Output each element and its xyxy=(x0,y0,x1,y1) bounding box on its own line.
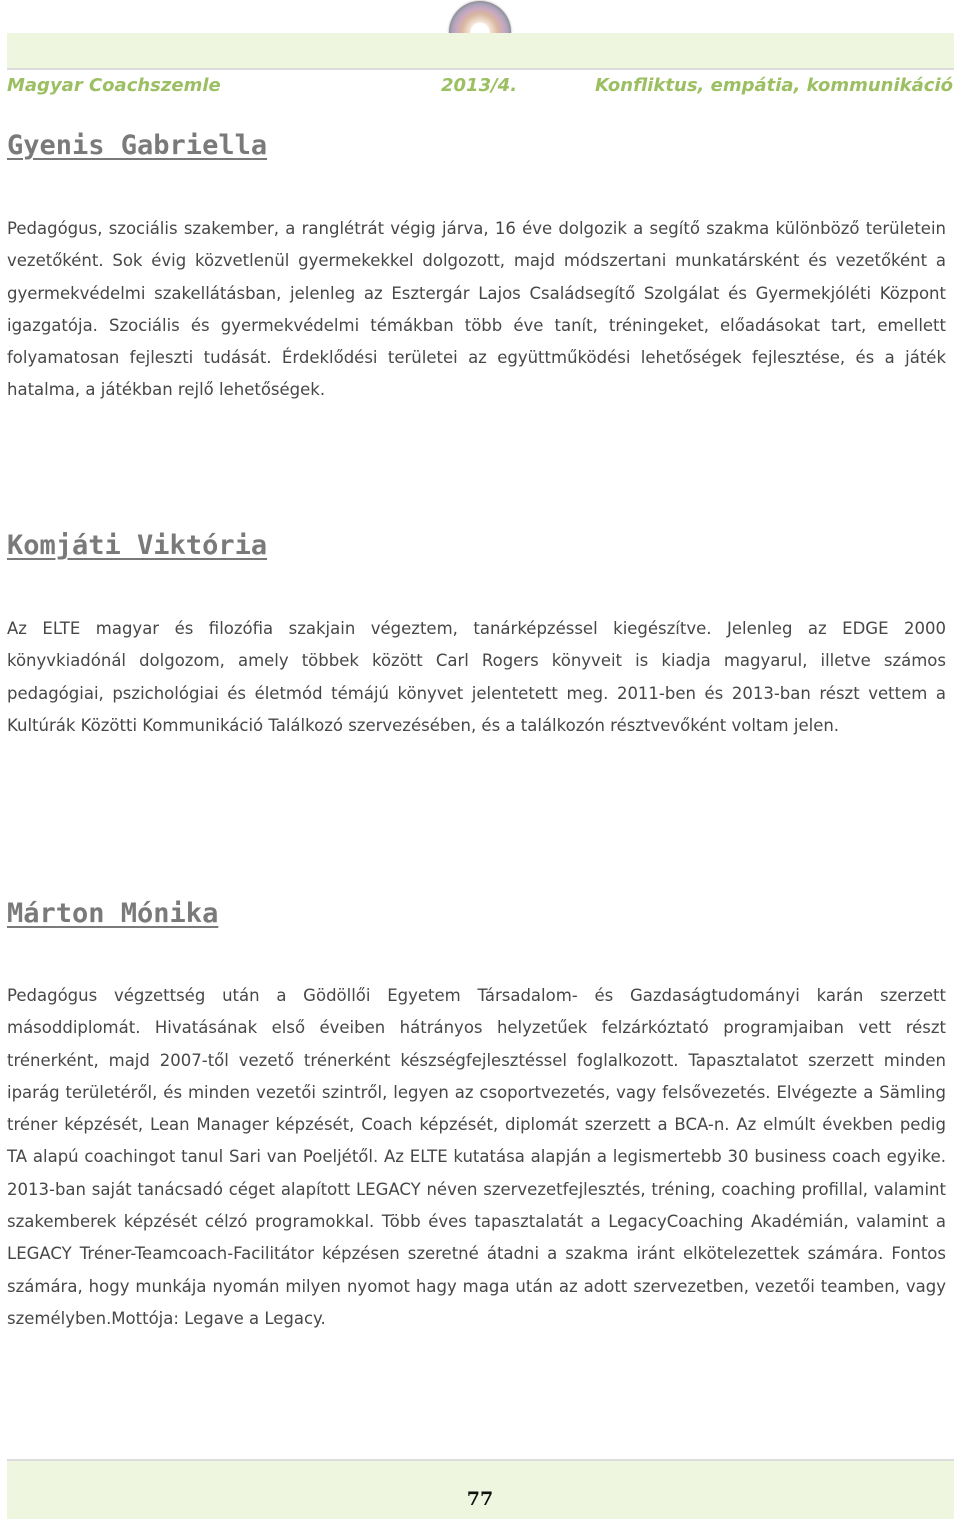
journal-title: Magyar Coachszemle xyxy=(7,75,221,96)
header-band xyxy=(7,33,954,68)
author-name: Gyenis Gabriella xyxy=(7,130,268,161)
page-number: 77 xyxy=(466,1488,494,1510)
issue-topic: Konfliktus, empátia, kommunikáció xyxy=(594,75,953,96)
issue-number: 2013/4. xyxy=(441,75,518,96)
author-bio: Az ELTE magyar és filozófia szakjain végeztem, tanárképzéssel kiegészítve. Jelenleg az EDGE 2000 könyvkiadónál dolgozom, amely többek között Carl Rogers könyveit is kiadja magyarul, illetve számos pedagógiai, pszichológiai és életmód témájú könyvet jelentetett meg. 2011-ben és 2013-ban részt vettem a Kultúrák Közötti Kommunikáció Találkozó szervezésében, és a találkozón résztvevőként voltam jelen. xyxy=(7,619,946,735)
author-name: Márton Mónika xyxy=(7,898,219,929)
author-bio: Pedagógus végzettség után a Gödöllői Egyetem Társadalom- és Gazdaságtudományi karán szerzett másoddiplomát. Hivatásának első éveiben hátrányos helyzetűek felzárkóztató programjaiban vett részt trénerként, majd 2007-től vezető trénerként készségfejlesztéssel foglalkozott. Tapasztalatot szerzett minden iparág területéről, és minden vezetői szintről, legyen az csoportvezetés, vagy felsővezetés. Elvégezte a Sämling tréner képzését, Lean Manager képzését, Coach képzését, diplomát szerzett a BCA-n. Az elmúlt években pedig TA alapú coachingot tanul Sari van Poeljétől. Az ELTE kutatása alapján a legismertebb 30 business coach egyike. 2013-ban saját tanácsadó céget alapított LEGACY néven szervezetfejlesztés, tréning, coaching profillal, valamint szakemberek képzését célzó programokkal. Több éves tapasztalatát a LegacyCoaching Akadémián, valamint a LEGACY Tréner-Teamcoach-Facilitátor képzésen szeretné átadni a szakma iránt elkötelezettek számára. Fontos számára, hogy munkája nyomán milyen nyomot hagy maga után az adott szervezetben, vezetői teamben, vagy személyben.Mottója: Legave a Legacy. xyxy=(7,986,946,1328)
author-name: Komjáti Viktória xyxy=(7,530,268,561)
header-divider xyxy=(7,68,954,70)
author-bio: Pedagógus, szociális szakember, a ranglétrát végig járva, 16 éve dolgozik a segítő szakma különböző területein vezetőként. Sok évig közvetlenül gyermekekkel dolgozott, majd módszertani munkatársként és vezetőként a gyermekvédelmi szakellátásban, jelenleg az Esztergár Lajos Családsegítő Szolgálat és Gyermekjóléti Központ igazgatója. Szociális és gyermekvédelmi témákban több éve tanít, tréningeket, előadásokat tart, emellett folyamatosan fejleszti tudását. Érdeklődési területei az együttműködési lehetőségek fejlesztése, és a játék hatalma, a játékban rejlő lehetőségek. xyxy=(7,219,946,400)
